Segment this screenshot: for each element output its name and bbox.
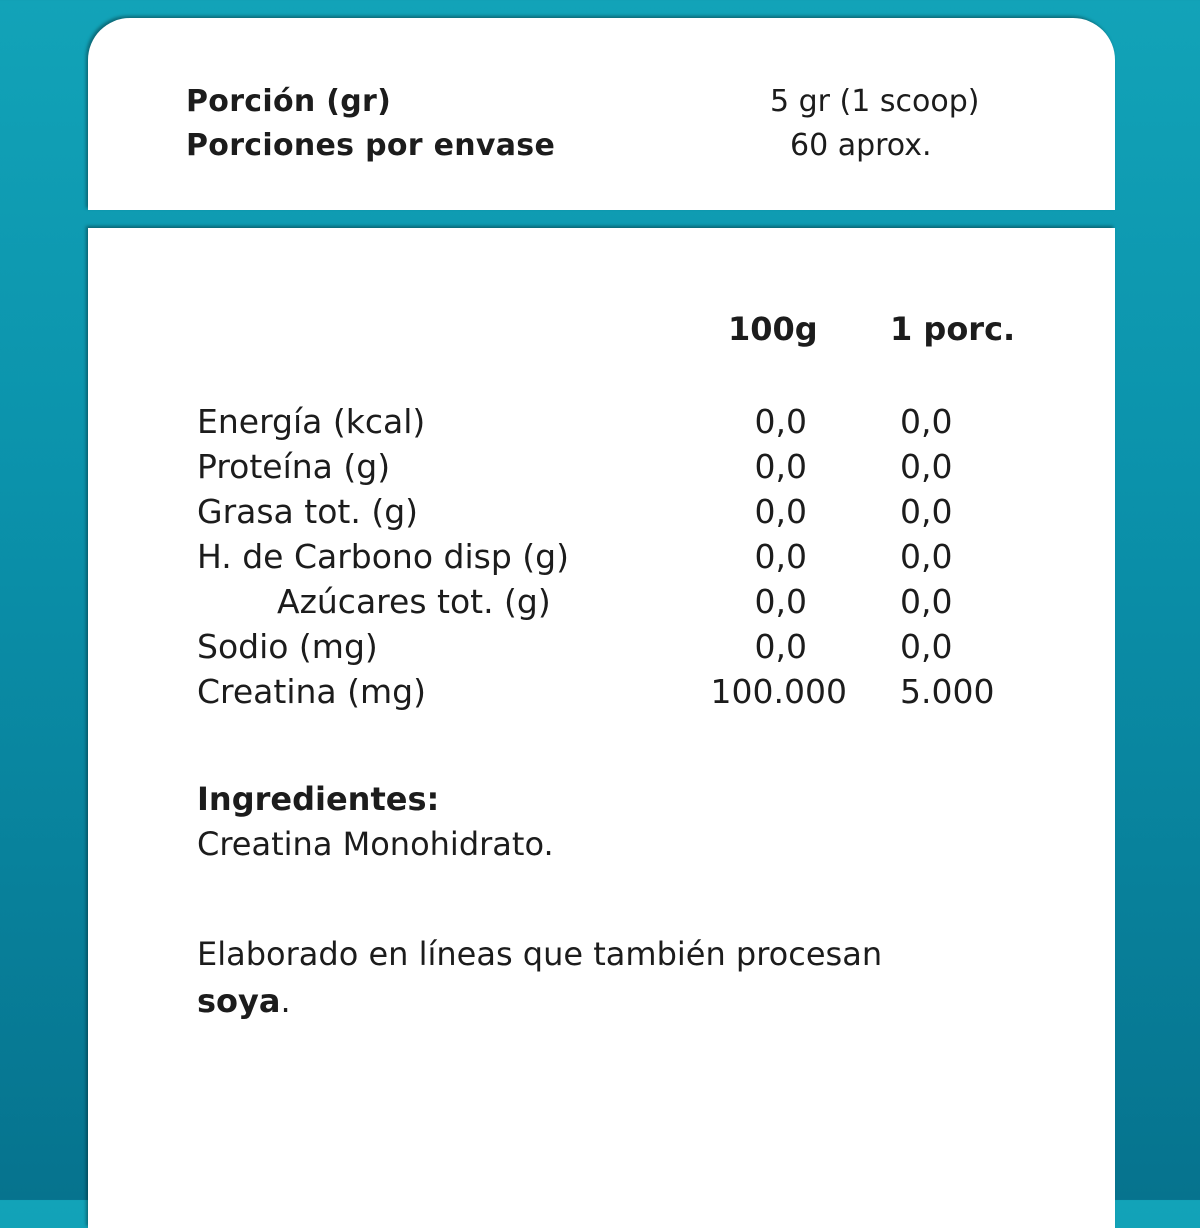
servings-per-container-label: Porciones por envase [186, 128, 556, 163]
table-row [197, 582, 1027, 627]
value-per-100g: 0,0 [754, 402, 807, 441]
value-per-serving: 0,0 [900, 537, 953, 576]
value-per-serving: 0,0 [900, 627, 953, 666]
table-row [197, 537, 1027, 582]
table-row [197, 402, 1027, 447]
value-per-100g: 0,0 [754, 492, 807, 531]
table-row [197, 492, 1027, 537]
value-per-100g: 0,0 [754, 582, 807, 621]
nutrient-label: Energía (kcal) [197, 402, 426, 441]
column-header-per-serving: 1 porc. [890, 310, 1016, 348]
allergen-line-2 [197, 982, 291, 1020]
ingredients-title: Ingredientes: [197, 780, 440, 818]
nutrient-label: H. de Carbono disp (g) [197, 537, 569, 576]
nutrient-label: Sodio (mg) [197, 627, 378, 666]
portion-value: 5 gr (1 scoop) [770, 84, 980, 119]
table-row [197, 447, 1027, 492]
nutrient-label: Grasa tot. (g) [197, 492, 419, 531]
table-row [197, 672, 1027, 717]
ingredients-text: Creatina Monohidrato. [197, 825, 554, 863]
value-per-serving: 0,0 [900, 582, 953, 621]
value-per-serving: 5.000 [900, 672, 995, 711]
table-row [197, 627, 1027, 672]
allergen-suffix: . [280, 982, 291, 1020]
value-per-serving: 0,0 [900, 447, 953, 486]
column-header-100g: 100g [728, 310, 818, 348]
value-per-100g: 0,0 [754, 447, 807, 486]
allergen-bold-word: soya [197, 982, 281, 1020]
nutrient-label: Azúcares tot. (g) [277, 582, 551, 621]
allergen-text: Elaborado en líneas que también procesan [197, 935, 883, 973]
value-per-serving: 0,0 [900, 492, 953, 531]
nutrition-card [88, 228, 1115, 1228]
value-per-100g: 100.000 [710, 672, 847, 711]
nutrient-label: Creatina (mg) [197, 672, 426, 711]
value-per-serving: 0,0 [900, 402, 953, 441]
value-per-100g: 0,0 [754, 627, 807, 666]
portion-label: Porción (gr) [186, 84, 392, 119]
value-per-100g: 0,0 [754, 537, 807, 576]
servings-per-container-value: 60 aprox. [790, 128, 932, 163]
nutrient-label: Proteína (g) [197, 447, 391, 486]
